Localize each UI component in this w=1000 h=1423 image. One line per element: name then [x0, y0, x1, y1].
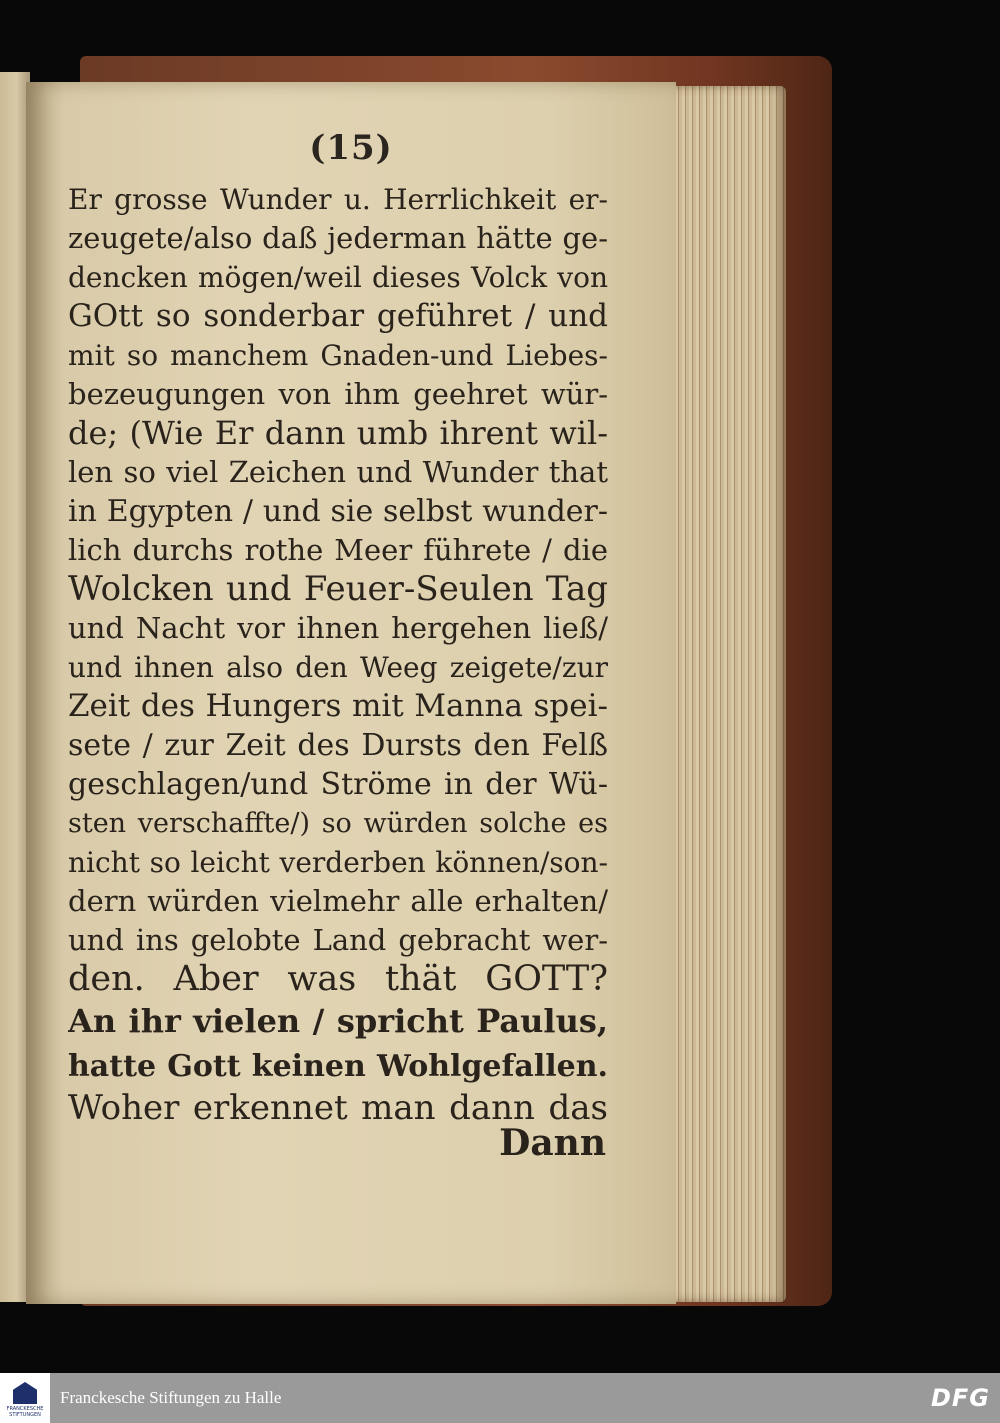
text-line: Er grosse Wunder u. Herrlichkeit er-	[68, 183, 608, 216]
text-line: dern würden vielmehr alle erhalten/	[68, 884, 608, 918]
text-line: len so viel Zeichen und Wunder that	[68, 455, 608, 489]
footer-bar	[0, 1373, 1000, 1423]
book-page	[26, 82, 676, 1304]
text-line: hatte Gott keinen Wohlgefallen.	[68, 1049, 608, 1084]
page-text	[68, 180, 608, 1128]
institution-logo[interactable]	[0, 1373, 50, 1423]
text-line: nicht so leicht verderben können/son-	[68, 846, 608, 879]
logo-text: FRANCKESCHE STIFTUNGEN	[6, 1406, 44, 1418]
text-line: de; (Wie Er dann umb ihrent wil-	[68, 414, 608, 452]
text-line: Wolcken und Feuer-Seulen Tag	[68, 570, 608, 609]
text-line: geschlagen/und Ströme in der Wü-	[68, 767, 608, 802]
text-line: lich durchs rothe Meer führete / die	[68, 533, 608, 567]
catchword: Dann	[499, 1122, 606, 1164]
text-line: GOtt so sonderbar geführet / und	[68, 298, 608, 334]
text-line: den. Aber was thät GOTT?	[68, 960, 608, 999]
text-line: mit so manchem Gnaden-und Liebes-	[68, 339, 608, 372]
text-line: zeugete/also daß jederman hätte ge-	[68, 221, 608, 255]
text-line: und ins gelobte Land gebracht wer-	[68, 923, 608, 957]
text-line: in Egypten / und sie selbst wunder-	[68, 494, 608, 529]
text-line: dencken mögen/weil dieses Volck von	[68, 261, 608, 294]
institution-name[interactable]: Franckesche Stiftungen zu Halle	[60, 1388, 282, 1407]
page-stack-edge	[668, 86, 786, 1302]
text-line: Woher erkennet man dann das	[68, 1089, 608, 1128]
text-line: sete / zur Zeit des Dursts den Felß	[68, 728, 608, 763]
text-line: Zeit des Hungers mit Manna spei-	[68, 688, 608, 724]
building-icon	[13, 1382, 37, 1404]
text-line: sten verschaffte/) so würden solche es	[68, 808, 608, 839]
text-line: und Nacht vor ihnen hergehen ließ/	[68, 611, 608, 645]
page-number-header: (15)	[309, 128, 393, 168]
dfg-logo[interactable]: DFG	[930, 1384, 990, 1412]
text-line: und ihnen also den Weeg zeigete/zur	[68, 651, 608, 684]
text-line: bezeugungen von ihm geehret wür-	[68, 377, 608, 411]
text-line: An ihr vielen / spricht Paulus,	[68, 1002, 608, 1040]
